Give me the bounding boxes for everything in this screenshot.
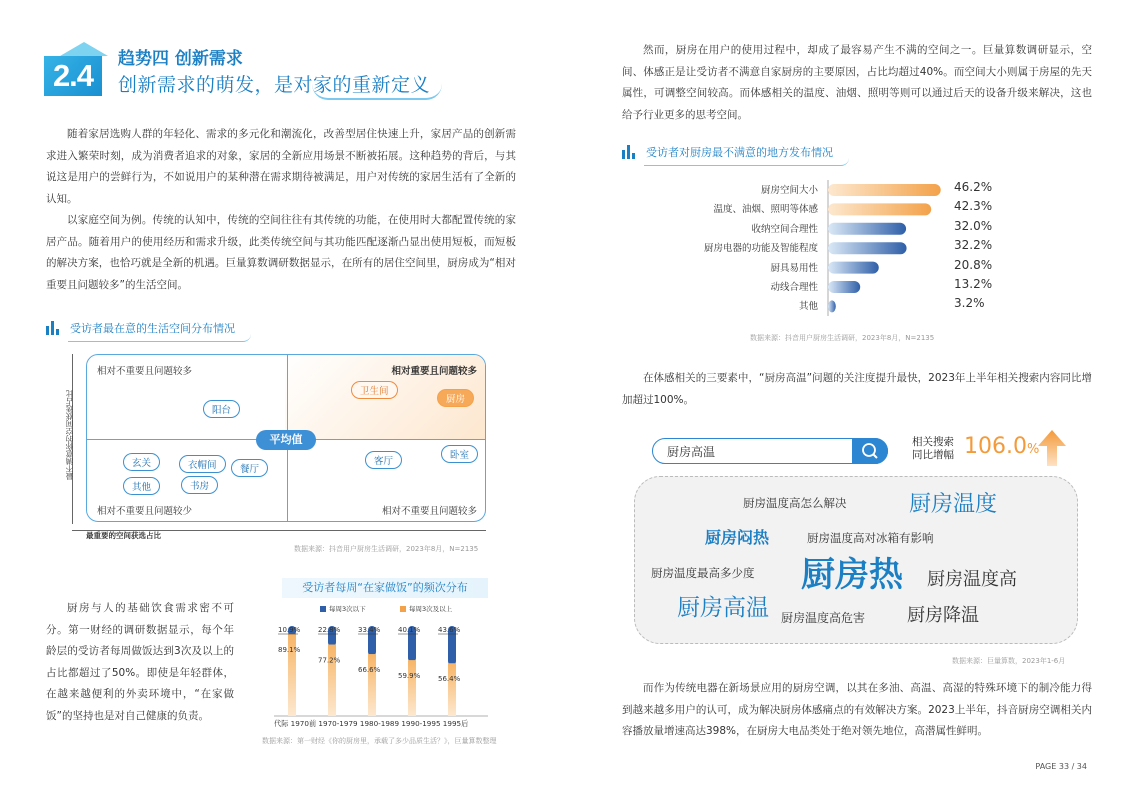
dissatisfaction-paragraph: 然而，厨房在用户的使用过程中，却成了最容易产生不满的空间之一。巨量算数调研显示，空间、体感正是让受访者不满意自家厨房的主要原因，占比均超过40%。而空间大小则属于房屋的先天属性，可调整空间较高。而体感相关的温度、油烟、照明等则可以通过后天的设备升级来解决，这也给予行业更多的思考空间。: [622, 44, 1092, 121]
cloud-word: 厨房温度高对冰箱有影响: [807, 531, 934, 545]
hbar-category-label: 收纳空间合理性: [751, 223, 818, 235]
cloud-word: 厨房降温: [907, 605, 979, 626]
quadrant-label-bottom-right: 相对不重要且问题较多: [381, 506, 477, 517]
label-3-plus-4: 56.4%: [438, 675, 461, 684]
intro-paragraph: 随着家居选购人群的年轻化、需求的多元化和潮流化，改善型居住快速上升，家居产品的创新需求进入繁荣时刻，成为消费者追求的对象，家居的全新应用场景不断被拓展。这种趋势的背后，与其说这是用户的尝鲜行为，不如说用户的某种潜在需求期待被满足，用户对传统的家居生活有了全新的认知。: [46, 128, 516, 205]
hbar-2: [828, 223, 906, 235]
cooking-chart-title: 受访者每周“在家做饭”的频次分布: [282, 578, 488, 598]
space-pill-living: 客厅: [365, 451, 402, 469]
space-pill-bedroom: 卧室: [441, 445, 478, 463]
bar-3-plus-2: [368, 654, 376, 716]
hbar-1: [828, 203, 931, 215]
space-pill-restaurant: 餐厅: [231, 459, 268, 477]
space-pill-bathroom: 卫生间: [351, 381, 398, 399]
keyword-cloud: [634, 476, 1078, 644]
growth-value: 106.0%: [964, 434, 1040, 459]
cooking-frequency-chart: [274, 616, 490, 730]
hbar-category-label: 动线合理性: [770, 282, 818, 293]
space-pill-kitchen: 厨房: [437, 389, 474, 407]
air-conditioner-paragraph: 而作为传统电器在新场景应用的厨房空调，以其在多油、高温、高湿的特殊环境下的制冷能力得到越来越多用户的认可，成为解决厨房体感痛点的有效解决方案。2023上半年，抖音厨房空调相关内容播放量增速高达398%，在厨房大电品类处于绝对领先地位，高潜属性鲜明。: [622, 682, 1092, 737]
label-3-plus-2: 66.6%: [358, 666, 381, 675]
legend-under-3: [320, 604, 366, 613]
section-number: 2.4: [44, 56, 102, 96]
cooking-x-tick-row: 代际 1970前 1970-1979 1980-1989 1990-1995 1995后: [274, 719, 469, 728]
cloud-word: 厨房温度高危害: [781, 611, 866, 625]
hbar-category-label: 温度、油烟、照明等体感: [713, 204, 818, 216]
hbar-category-label: 厨房空间大小: [760, 185, 818, 196]
page-number: PAGE 33 / 34: [1035, 762, 1087, 771]
space-paragraph: 以家庭空间为例。传统的认知中，传统的空间往往有其传统的功能，在使用时大都配置传统的家居产品。随着用户的使用经历和需求升级，此类传统空间与其功能匹配逐渐凸显出使用短板，而短板的解决方案，也恰巧就是全新的机遇。巨量算数调研数据显示，在所有的居住空间里，厨房成为“相对重要且问题较多”的生活空间。: [46, 214, 516, 291]
search-button[interactable]: [852, 438, 888, 464]
high-temp-paragraph: 在体感相关的三要素中，“厨房高温”问题的关注度提升最快，2023年上半年相关搜索内容同比增加超过100%。: [622, 372, 1092, 406]
legend-under-3-label: 每周3次以下: [329, 605, 366, 613]
section-roof-decoration: [60, 42, 108, 56]
cooking-paragraph: 厨房与人的基础饮食需求密不可分。第一财经的调研数据显示，每个年龄层的受访者每周做饭达到3次及以上的占比都超过了50%。即使是年轻群体，在越来越便利的外卖环境中，“在家做饭”的坚持也是对自己健康的负责。: [46, 602, 234, 722]
space-pill-entrance: 玄关: [123, 453, 160, 471]
hbar-4: [828, 262, 879, 274]
hbar-value-label: 32.2%: [954, 238, 993, 253]
space-pill-cloakroom: 衣帽间: [179, 455, 226, 473]
cloud-word: 厨房温度: [909, 492, 998, 517]
space-pill-other: 其他: [123, 477, 160, 495]
legend-3-plus: [400, 604, 452, 613]
hbar-value-label: 20.8%: [954, 257, 993, 272]
legend-3-plus-label: 每周3次及以上: [409, 605, 453, 613]
search-query: 厨房高温: [667, 445, 716, 459]
cloud-source: 数据来源：巨量算数，2023年1-6月: [952, 657, 1066, 665]
average-badge: 平均值: [256, 430, 316, 450]
cloud-word: 厨房温度最高多少度: [651, 566, 755, 580]
cloud-word: 厨房闷热: [705, 528, 770, 547]
hbar-heading: 受访者对厨房最不满意的地方发布情况: [622, 144, 833, 160]
search-box[interactable]: [652, 438, 888, 464]
search-icon: [852, 438, 888, 464]
cooking-chart-source: 数据来源：第一财经《你的厨房里，承载了多少品质生活？》，巨量算数整理: [262, 737, 497, 745]
hbar-value-label: 46.2%: [954, 180, 993, 194]
quadrant-label-top-left: 相对不重要且问题较多: [97, 366, 193, 377]
label-under-3-2: 33.4%: [358, 626, 381, 634]
cloud-word: 厨房温度高: [927, 569, 1017, 590]
label-under-3-3: 40.1%: [398, 626, 421, 634]
hbar-value-label: 3.2%: [954, 296, 985, 311]
hbar-source: 数据来源：抖音用户厨房生活调研，2023年8月，N=2135: [750, 334, 935, 342]
hbar-0: [828, 184, 941, 196]
up-arrow-icon: [1038, 430, 1066, 466]
cloud-word: 厨房高温: [677, 595, 769, 621]
space-pill-balcony: 阳台: [203, 400, 240, 418]
label-3-plus-0: 89.1%: [278, 645, 301, 654]
hbar-value-label: 32.0%: [954, 218, 993, 233]
label-3-plus-3: 59.9%: [398, 672, 421, 681]
hbar-value-label: 13.2%: [954, 277, 993, 291]
bar-3-plus-1: [328, 645, 336, 716]
hbar-category-label: 其他: [798, 301, 818, 313]
label-under-3-0: 10.9%: [278, 626, 301, 634]
quadrant-source: 数据来源：抖音用户厨房生活调研，2023年8月，N=2135: [294, 545, 479, 553]
hbar-6: [828, 300, 836, 312]
quadrant-heading: 受访者最在意的生活空间分布情况: [46, 320, 235, 336]
hbar-3: [828, 242, 907, 254]
section-subtitle: 创新需求的萌发，是对家的重新定义: [118, 74, 431, 96]
hbar-value-label: 42.3%: [954, 199, 993, 214]
quadrant-label-top-right: 相对重要且问题较多: [391, 366, 477, 377]
cloud-word: 厨房热: [801, 555, 903, 595]
quadrant-x-axis-label: 最重要的空间获选占比: [86, 531, 161, 540]
quadrant-y-axis-label: 最不满意你的空间获选占比: [65, 390, 74, 480]
building-icon: [46, 321, 62, 335]
label-under-3-1: 22.8%: [318, 626, 341, 634]
hbar-category-label: 厨具易用性: [770, 262, 818, 274]
label-under-3-4: 43.6%: [438, 626, 461, 634]
hbar-category-label: 厨房电器的功能及智能程度: [703, 243, 818, 255]
label-3-plus-1: 77.2%: [318, 656, 341, 665]
hbar-5: [828, 281, 860, 293]
quadrant-label-bottom-left: 相对不重要且问题较少: [97, 506, 193, 517]
building-icon: [622, 145, 638, 159]
growth-label: 相关搜索 同比增幅: [912, 436, 954, 461]
space-pill-study: 书房: [181, 476, 218, 494]
subtitle-swoosh-decoration: [312, 84, 442, 100]
section-title: 趋势四 创新需求: [118, 49, 243, 69]
bar-3-plus-3: [408, 660, 416, 716]
bar-3-plus-4: [448, 663, 456, 716]
cloud-word: 厨房温度高怎么解决: [743, 496, 847, 510]
